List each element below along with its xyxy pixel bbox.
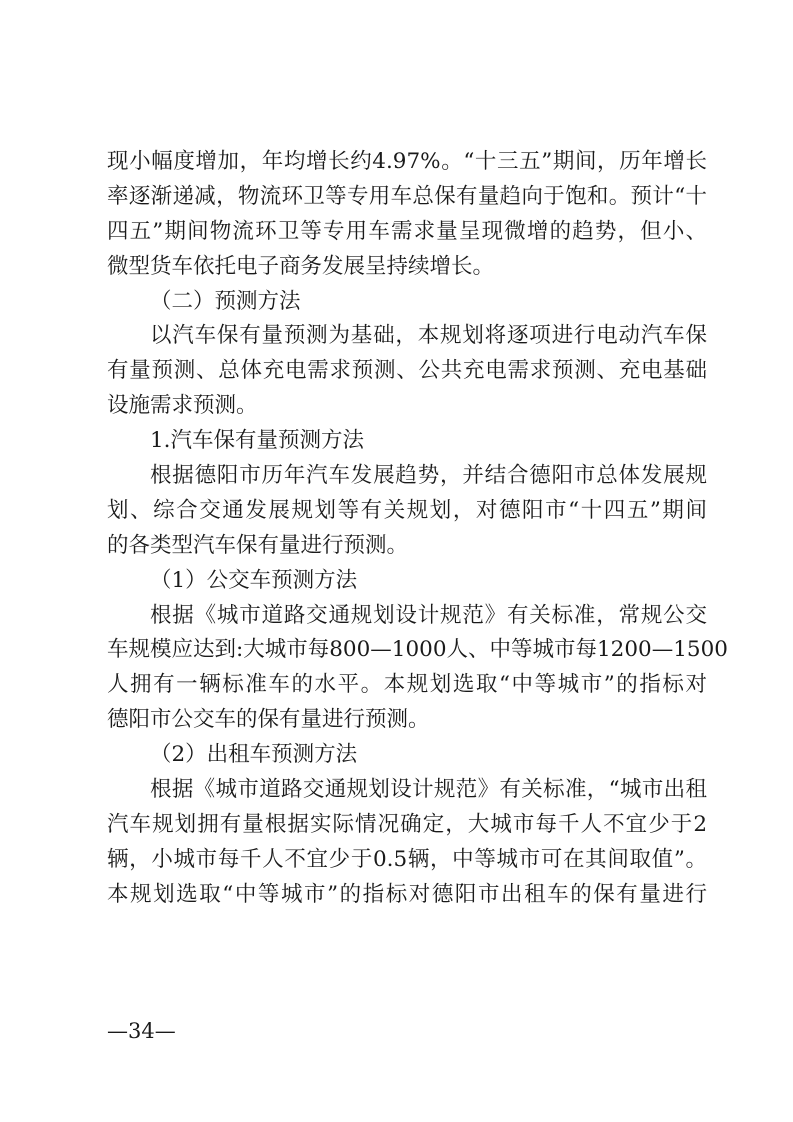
paragraph-line: 有量预测、总体充电需求预测、公共充电需求预测、充电基础 (107, 358, 707, 384)
paragraph-line: 本规划选取“中等城市”的指标对德阳市出租车的保有量进行 (107, 881, 707, 907)
page-number: —34— (107, 1019, 176, 1043)
paragraph-line: 微型货车依托电子商务发展呈持续增长。 (107, 253, 495, 279)
subsection-heading: 1.汽车保有量预测方法 (150, 428, 365, 454)
section-heading: （二）预测方法 (150, 288, 301, 314)
paragraph-line: 划、综合交通发展规划等有关规划，对德阳市“十四五”期间 (107, 497, 707, 523)
paragraph-line: 根据德阳市历年汽车发展趋势，并结合德阳市总体发展规 (150, 463, 707, 489)
subsection-heading: （2）出租车预测方法 (150, 742, 358, 768)
paragraph-line: 车规模应达到:大城市每800—1000人、中等城市每1200—1500 (107, 637, 728, 663)
body-text (107, 145, 728, 913)
paragraph-line: 人拥有一辆标准车的水平。本规划选取“中等城市”的指标对 (107, 672, 707, 698)
paragraph-line: 辆，小城市每千人不宜少于0.5辆，中等城市可在其间取值”。 (107, 846, 707, 872)
subsection-heading: （1）公交车预测方法 (150, 567, 358, 593)
paragraph-line: 的各类型汽车保有量进行预测。 (107, 532, 409, 558)
paragraph-line: 率逐渐递减，物流环卫等专用车总保有量趋向于饱和。预计“十 (107, 183, 707, 209)
paragraph-line: 四五”期间物流环卫等专用车需求量呈现微增的趋势，但小、 (107, 218, 707, 244)
paragraph-line: 以汽车保有量预测为基础，本规划将逐项进行电动汽车保 (150, 323, 707, 349)
paragraph-line: 汽车规划拥有量根据实际情况确定，大城市每千人不宜少于2 (107, 811, 707, 837)
paragraph-line: 根据《城市道路交通规划设计规范》有关标准，常规公交 (150, 602, 707, 628)
paragraph-line: 设施需求预测。 (107, 393, 258, 419)
paragraph-line: 现小幅度增加，年均增长约4.97%。“十三五”期间，历年增长 (107, 149, 707, 174)
paragraph-line: 德阳市公交车的保有量进行预测。 (107, 707, 430, 733)
paragraph-line: 根据《城市道路交通规划设计规范》有关标准，“城市出租 (150, 777, 707, 803)
